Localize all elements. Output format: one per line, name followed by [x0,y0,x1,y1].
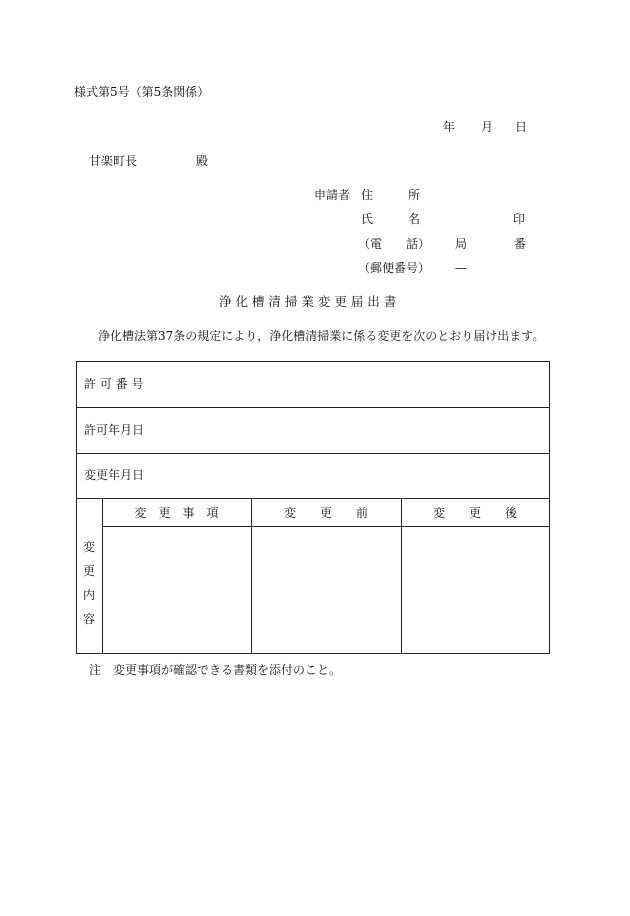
addressee-name: 甘楽町長 [89,154,138,168]
header-divider [102,526,549,527]
form-number: 様式第5号（第5条関係） [74,85,210,99]
change-date-label: 変更年月日 [84,468,145,482]
document-title: 浄 化 槽 清 掃 業 変 更 届 出 書 [219,294,397,309]
permit-date-label: 許可年月日 [84,423,145,437]
postal-dash: — [455,261,467,275]
header-before: 変 更 前 [283,506,368,520]
phone-label: （電 話） [358,237,431,251]
header-after: 変 更 後 [432,506,517,520]
seal-mark: 印 [513,212,526,226]
phone-office-label: 局 [455,237,468,251]
row-divider [77,407,549,408]
permit-number-label: 許 可 番 号 [84,377,144,391]
addressee-honorific: 殿 [196,154,209,168]
change-content-char: 容 [82,612,95,626]
change-content-char: 更 [82,564,95,578]
date-year-label: 年 [443,120,456,134]
change-content-label [82,535,96,631]
footnote: 注 変更事項が確認できる書類を添付のこと。 [89,663,342,677]
row-divider [77,498,549,499]
date-month-label: 月 [481,120,494,134]
col-divider [251,498,252,653]
col-divider [102,498,103,653]
date-day-label: 日 [515,120,528,134]
name-label-2: 名 [408,212,421,226]
header-change-item: 変 更 事 項 [134,506,219,520]
change-content-char: 内 [82,588,95,602]
name-label-1: 氏 [361,212,374,226]
applicant-label: 申請者 [314,188,351,202]
address-label-2: 所 [408,188,421,202]
intro-text: 浄化槽法第37条の規定により，浄化槽清掃業に係る変更を次のとおり届け出ます。 [98,329,545,343]
col-divider [401,498,402,653]
row-divider [77,453,549,454]
postal-label: （郵便番号） [358,261,431,275]
address-label-1: 住 [361,188,374,202]
phone-number-label: 番 [514,237,527,251]
change-content-char: 変 [82,540,95,554]
